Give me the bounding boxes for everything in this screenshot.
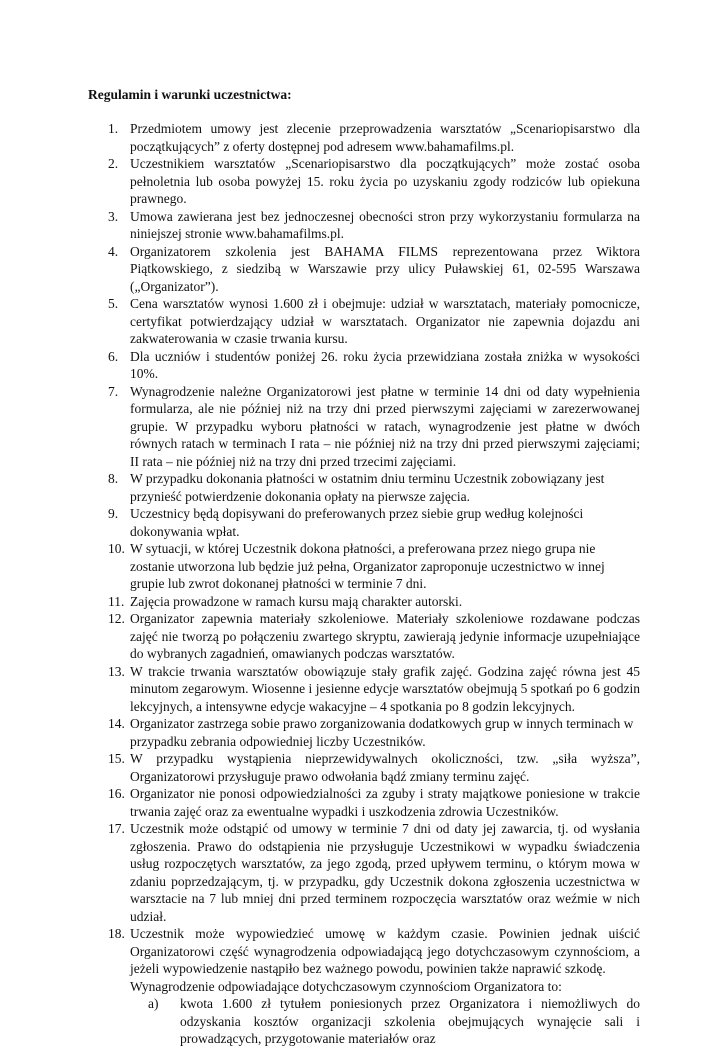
item-number: 10. xyxy=(108,541,125,556)
item-number: 17. xyxy=(108,821,125,836)
item-text: W sytuacji, w której Uczestnik dokona płatności, a preferowana przez niego grupa nie zostanie utworzona lub będzie już pełna, Organizator zaproponuje uczestnictwo w innej grupie lub zwrot dokonanej płatności w terminie 7 dni. xyxy=(130,541,605,591)
list-item-11 xyxy=(88,593,640,611)
item-text: Przedmiotem umowy jest zlecenie przeprowadzenia warsztatów „Scenariopisarstwo dla początkujących” z oferty dostępnej pod adresem www.bahamafilms.pl. xyxy=(130,121,640,154)
list-item-8 xyxy=(88,470,640,505)
list-item-7 xyxy=(88,383,640,471)
list-item-1 xyxy=(88,120,640,155)
list-item-17 xyxy=(88,820,640,925)
item-number: 5. xyxy=(108,296,119,311)
item-number: 3. xyxy=(108,208,119,224)
item-text: Uczestnicy będą dopisywani do preferowanych przez siebie grup według kolejności dokonywania wpłat. xyxy=(130,506,584,539)
sub-list xyxy=(130,995,640,1048)
item-text: Organizatorem szkolenia jest BAHAMA FILMS reprezentowana przez Wiktora Piątkowskiego, z siedzibą w Warszawie przy ulicy Puławskiej 61, 02-595 Warszawa („Organizator”). xyxy=(130,243,640,294)
list-item-16 xyxy=(88,785,640,820)
item-text: Uczestnikiem warsztatów „Scenariopisarstwo dla początkujących” może zostać osoba pełnoletnia lub osoba powyżej 15. roku życia po uzyskaniu zgody rodziców lub opiekuna prawnego. xyxy=(130,156,640,206)
item-text: W przypadku wystąpienia nieprzewidywalnych okoliczności, tzw. „siła wyższa”, Organizatorowi przysługuje prawo odwołania bądź zmiany terminu zajęć. xyxy=(130,751,640,784)
item-text: Umowa zawierana jest bez jednoczesnej obecności stron przy wykorzystaniu formularza na niniejszej stronie www.bahamafilms.pl. xyxy=(130,208,640,241)
list-item-13 xyxy=(88,663,640,716)
sub-item-letter: a) xyxy=(148,996,159,1011)
list-item-14 xyxy=(88,715,640,750)
item-text: Wynagrodzenie należne Organizatorowi jest płatne w terminie 14 dni od daty wypełnienia formularza, ale nie później niż na trzy dni przed pierwszymi zajęciami w zarezerwowanej grupie. W przypadku wyboru płatności w ratach, wynagrodzenie jest płatne w dwóch równych ratach w terminach I rata – nie później niż na trzy dni przed pierwszymi zajęciami; II rata – nie później niż na trzy dni przed trzecimi zajęciami. xyxy=(130,383,640,469)
terms-list xyxy=(88,120,640,1048)
item-text: Organizator nie ponosi odpowiedzialności za zguby i straty majątkowe poniesione w trakcie trwania zajęć oraz za ewentualne wypadki i uszkodzenia zdrowia Uczestników. xyxy=(130,786,640,819)
item-number: 12. xyxy=(108,611,125,626)
item-number: 7. xyxy=(108,383,119,399)
sub-item-text: kwota 1.600 zł tytułem poniesionych przez Organizatora i niemożliwych do odzyskania kosztów organizacji szkolenia obejmujących wynajęcie sali i prowadzących, przygotowanie materiałów oraz xyxy=(180,996,640,1046)
item-number: 13. xyxy=(108,663,125,679)
item-number: 16. xyxy=(108,786,125,801)
list-item-15 xyxy=(88,750,640,785)
item-text: W trakcie trwania warsztatów obowiązuje stały grafik zajęć. Godzina zajęć równa jest 45 minutom zegarowym. Wiosenne i jesienne edycje warsztatów obejmują 5 spotkań po 6 godzin lekcyjnych, a intensywne edycje wakacyjne – 4 spotkania po 8 godzin lekcyjnych. xyxy=(130,663,640,714)
item-text: Cena warsztatów wynosi 1.600 zł i obejmuje: udział w warsztatach, materiały pomocnicze, certyfikat potwierdzający udział w warsztatach. Organizator nie zapewnia dojazdu ani zakwaterowania w czasie trwania kursu. xyxy=(130,296,640,346)
item-text: Organizator zapewnia materiały szkoleniowe. Materiały szkoleniowe rozdawane podczas zajęć nie tworzą po połączeniu zwartego skryptu, zawierają jedynie informacje uzupełniające do wybranych zagadnień, omawianych podczas warsztatów. xyxy=(130,611,640,661)
list-item-12 xyxy=(88,610,640,663)
item-number: 18. xyxy=(108,926,125,941)
item-text: Uczestnik może odstąpić od umowy w terminie 7 dni od daty jej zawarcia, tj. od wysłania zgłoszenia. Prawo do odstąpienia nie przysługuje Uczestnikowi w wypadku świadczenia usług rozpoczętych warsztatów, za jego zgodą, przed upływem terminu, o którym mowa w zdaniu poprzedzającym, tj. w przypadku, gdy Uczestnik dokona zgłoszenia uczestnictwa w warsztacie na 7 lub mniej dni przed terminem rozpoczęcia warsztatów oraz weźmie w nich udział. xyxy=(130,821,640,924)
list-item-5 xyxy=(88,295,640,348)
item-subintro: Wynagrodzenie odpowiadające dotychczasowym czynnościom Organizatora to: xyxy=(130,978,562,994)
item-number: 6. xyxy=(108,348,119,364)
list-item-2 xyxy=(88,155,640,208)
sub-item-a xyxy=(130,995,640,1048)
list-item-4 xyxy=(88,243,640,296)
item-number: 2. xyxy=(108,156,119,171)
item-number: 8. xyxy=(108,471,119,486)
item-number: 11. xyxy=(108,593,125,609)
page-title: Regulamin i warunki uczestnictwa: xyxy=(88,87,292,102)
item-number: 9. xyxy=(108,506,119,521)
list-item-6 xyxy=(88,348,640,383)
item-number: 15. xyxy=(108,751,125,766)
item-number: 1. xyxy=(108,121,119,136)
item-text: Uczestnik może wypowiedzieć umowę w każdym czasie. Powinien jednak uiścić Organizatorowi część wynagrodzenia odpowiadającą jego dotychczasowym czynnościom, a jeżeli wypowiedzenie nastąpiło bez ważnego powodu, powinien także naprawić szkodę. xyxy=(130,926,640,976)
list-item-10 xyxy=(88,540,640,593)
item-text: W przypadku dokonania płatności w ostatnim dniu terminu Uczestnik zobowiązany jest przynieść potwierdzenie dokonania opłaty na pierwsze zajęcia. xyxy=(130,471,605,504)
item-number: 14. xyxy=(108,716,125,731)
list-item-3 xyxy=(88,208,640,243)
item-text: Organizator zastrzega sobie prawo zorganizowania dodatkowych grup w innych terminach w przypadku zebrania odpowiedniej liczby Uczestników. xyxy=(130,716,634,749)
item-text: Zajęcia prowadzone w ramach kursu mają charakter autorski. xyxy=(130,593,463,609)
list-item-18 xyxy=(88,925,640,1048)
list-item-9 xyxy=(88,505,640,540)
item-text: Dla uczniów i studentów poniżej 26. roku życia przewidziana została zniżka w wysokości 10%. xyxy=(130,348,640,381)
item-number: 4. xyxy=(108,243,119,259)
